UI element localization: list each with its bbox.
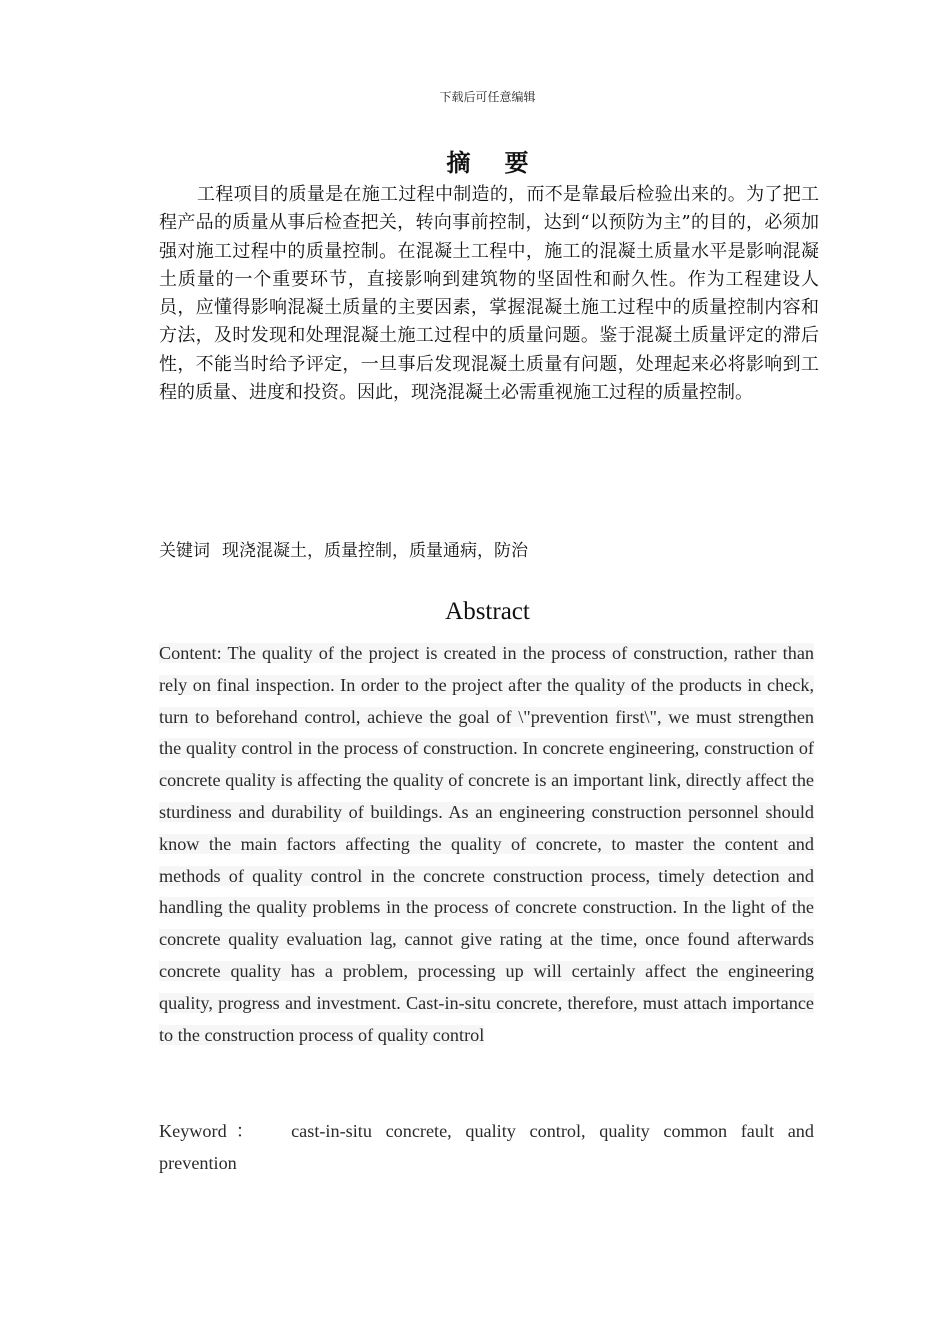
english-keywords-text: cast-in-situ concrete, quality control, quality common fault and prevention (159, 1121, 814, 1173)
chinese-keywords (159, 537, 819, 565)
english-abstract-title: Abstract (445, 598, 530, 625)
english-keywords-label: Keyword： (159, 1121, 264, 1141)
chinese-abstract-body: 工程项目的质量是在施工过程中制造的，而不是靠最后检验出来的。为了把工程产品的质量从事后检查把关，转向事前控制，达到“以预防为主”的目的，必须加强对施工过程中的质量控制。在混凝土工程中，施工的混凝土质量水平是影响混凝土质量的一个重要环节，直接影响到建筑物的坚固性和耐久性。作为工程建设人员，应懂得影响混凝土质量的主要因素，掌握混凝土施工过程中的质量控制内容和方法，及时发现和处理混凝土施工过程中的质量问题。鉴于混凝土质量评定的滞后性，不能当时给予评定，一旦事后发现混凝土质量有问题，处理起来必将影响到工程的质量、进度和投资。因此，现浇混凝土必需重视施工过程的质量控制。 (159, 184, 819, 404)
english-keywords (159, 1116, 814, 1180)
chinese-keywords-label: 关键词 (159, 541, 210, 561)
chinese-keywords-text: 现浇混凝土，质量控制，质量通病，防治 (222, 541, 528, 561)
page-header-note: 下载后可任意编辑 (439, 90, 536, 104)
chinese-abstract-title: 摘要 (446, 149, 563, 177)
english-abstract-body (159, 638, 814, 1051)
english-abstract-text: Content: The quality of the project is created in the process of construction, rather than rely on final inspection. In order to the project after the quality of the products in check, turn to beforehand control, achieve the goal of \"prevention first\", we must strengthen the quality control in the process of construction. In concrete engineering, construction of concrete quality is affecting the quality of concrete is an important link, directly affect the sturdiness and durability of buildings. As an engineering construction personnel should know the main factors affecting the quality of concrete, to master the content and methods of quality control in the concrete construction process, timely detection and handling the quality problems in the process of concrete construction. In the light of the concrete quality evaluation lag, cannot give rating at the time, once found afterwards concrete quality has a problem, processing up will certainly affect the engineering quality, progress and investment. Cast-in-situ concrete, therefore, must attach importance to the construction process of quality control (159, 643, 814, 1045)
